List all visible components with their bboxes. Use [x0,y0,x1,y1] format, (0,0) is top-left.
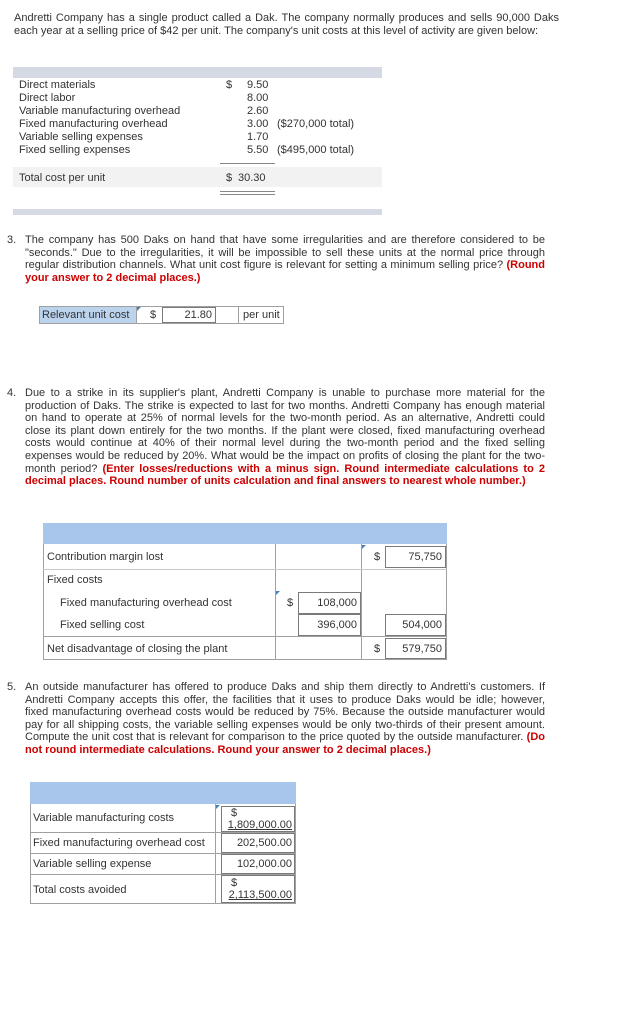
double-rule-top [220,191,275,192]
question-5-body: An outside manufacturer has offered to produce Daks and ship them directly to Andretti's customers. If Andretti Company accepts this offer, the facilities that it uses to produce Daks would be idle; however, fixed manufacturing overhead costs would be reduced by 75%. Because the outside manufacturer would pay for all shipping costs, the variable selling expenses would be only two-thirds of their present amount. Compute the unit cost that is relevant for comparison to the price quoted by the outside manufacturer. [25,681,545,744]
q4-table-header [43,523,447,544]
question-4-number: 4. [7,387,17,399]
variable-manufacturing-costs-value: 1,809,000.00 [227,819,292,831]
cost-row-value: 5.50 [247,144,269,156]
subtotal-rule [220,163,275,164]
dollar-sign: $ [226,79,233,91]
dollar-sign: $ [150,309,157,321]
q4-row-divider [43,636,447,637]
relevant-unit-cost-value: 21.80 [184,309,212,321]
variable-selling-expense-label: Variable selling expense [33,858,152,870]
q4-row-divider [43,569,447,570]
cost-row-label: Fixed selling expenses [19,144,131,156]
fixed-selling-cost-input[interactable] [298,614,361,636]
cost-row-value: 8.00 [247,92,269,104]
cm-lost-label: Contribution margin lost [47,551,164,563]
relevant-unit-cost-input[interactable] [162,307,216,323]
question-5-number: 5. [7,681,17,693]
cost-row-value: 3.00 [247,118,269,130]
cost-row-note: ($495,000 total) [277,144,355,156]
relevant-unit-cost-label: Relevant unit cost [42,309,130,321]
total-costs-avoided-label: Total costs avoided [33,884,127,896]
answer-flag-icon [276,591,280,595]
fixed-costs-subtotal-value: 504,000 [402,619,442,631]
fixed-manufacturing-overhead-input[interactable] [221,833,295,853]
question-4-body: Due to a strike in its supplier's plant, Andretti Company is unable to purchase more material for the production of Daks. The strike is expected to last for two months. Andretti Company has enough material on hand to operate at 25% of normal levels for the two-month period. As an alternative, Andretti could close its plant down entirely for the two months. If the plant were closed, fixed manufacturing overhead costs would continue at 40% of their normal level during the two-month period and the fixed selling expenses would be reduced by 20%. What would be the impact on profits of closing the plant for the two-month period? [25,387,545,475]
cost-table-footer-bar [13,209,382,215]
dollar-sign: $ [226,172,233,184]
fixed-costs-subtotal-input[interactable] [385,614,446,636]
fmo-cost-input[interactable] [298,592,361,614]
dollar-sign: $ [231,877,238,889]
fixed-costs-label: Fixed costs [47,574,103,586]
variable-selling-expense-input[interactable] [221,854,295,874]
q4-col-divider [361,544,362,660]
cost-row-label: Direct materials [19,79,96,91]
variable-manufacturing-costs-label: Variable manufacturing costs [33,812,175,824]
cost-table-header-bar [13,67,382,78]
q5-table-header [30,782,296,804]
net-disadvantage-input[interactable] [385,638,446,659]
dollar-sign: $ [231,807,238,819]
question-3-text [25,234,545,284]
variable-selling-expense-value: 102,000.00 [236,858,292,870]
question-5-instruction: (Do not round intermediate calculations. Round your answer to 2 decimal places.) [25,731,545,756]
q4-col-divider [275,544,276,660]
cost-row-label: Direct labor [19,92,76,104]
answer-flag-icon [137,307,141,311]
fixed-selling-cost-label: Fixed selling cost [60,619,145,631]
dollar-sign: $ [374,643,381,655]
cost-row-value: 2.60 [247,105,269,117]
total-cost-label: Total cost per unit [19,172,106,184]
question-3-instruction: (Round your answer to 2 decimal places.) [25,259,545,284]
cost-row-value: 1.70 [247,131,269,143]
intro-text: Andretti Company has a single product called a Dak. The company normally produces and sells 90,000 Daks each year at a selling price of $42 per unit. The company's unit costs at this level of activity are given below: [14,12,559,37]
dollar-sign: $ [287,597,294,609]
variable-manufacturing-costs-input[interactable] [221,806,295,832]
question-4-text [25,387,545,488]
fixed-manufacturing-overhead-value: 202,500.00 [236,837,292,849]
question-3-body: The company has 500 Daks on hand that have some irregularities and are therefore considered to be "seconds." Due to the irregularities, it will be impossible to sell these units at the normal price through regular distribution channels. What unit cost figure is relevant for setting a minimum selling price? [25,234,545,272]
cost-row-note: ($270,000 total) [277,118,355,130]
fixed-manufacturing-overhead-label: Fixed manufacturing overhead cost [33,837,205,849]
total-cost-value: 30.30 [238,172,266,184]
question-5-text [25,681,545,757]
q5-col-divider [215,804,216,904]
total-costs-avoided-value: 2,113,500.00 [228,889,292,901]
fmo-cost-label: Fixed manufacturing overhead cost [60,597,232,609]
fixed-selling-cost-value: 396,000 [317,619,357,631]
fmo-cost-value: 108,000 [317,597,357,609]
cm-lost-value: 75,750 [408,551,442,563]
net-disadvantage-value: 579,750 [402,643,442,655]
cost-row-value: 9.50 [247,79,269,91]
dollar-sign: $ [374,551,381,563]
cm-lost-input[interactable] [385,546,446,568]
answer-flag-icon [216,805,220,809]
answer-flag-icon [362,545,366,549]
question-3-number: 3. [7,234,17,246]
total-costs-avoided-input[interactable] [221,875,295,903]
net-disadvantage-label: Net disadvantage of closing the plant [47,643,228,655]
question-4-instruction: (Enter losses/reductions with a minus sign. Round intermediate calculations to 2 decimal places. Round number of units calculation and final answers to nearest whole number.) [25,462,546,488]
cost-row-label: Variable selling expenses [19,131,143,143]
double-rule-bottom [220,194,275,195]
cell-divider [238,307,239,323]
cost-row-label: Fixed manufacturing overhead [19,118,168,130]
cost-row-label: Variable manufacturing overhead [19,105,181,117]
per-unit-label: per unit [243,309,280,321]
